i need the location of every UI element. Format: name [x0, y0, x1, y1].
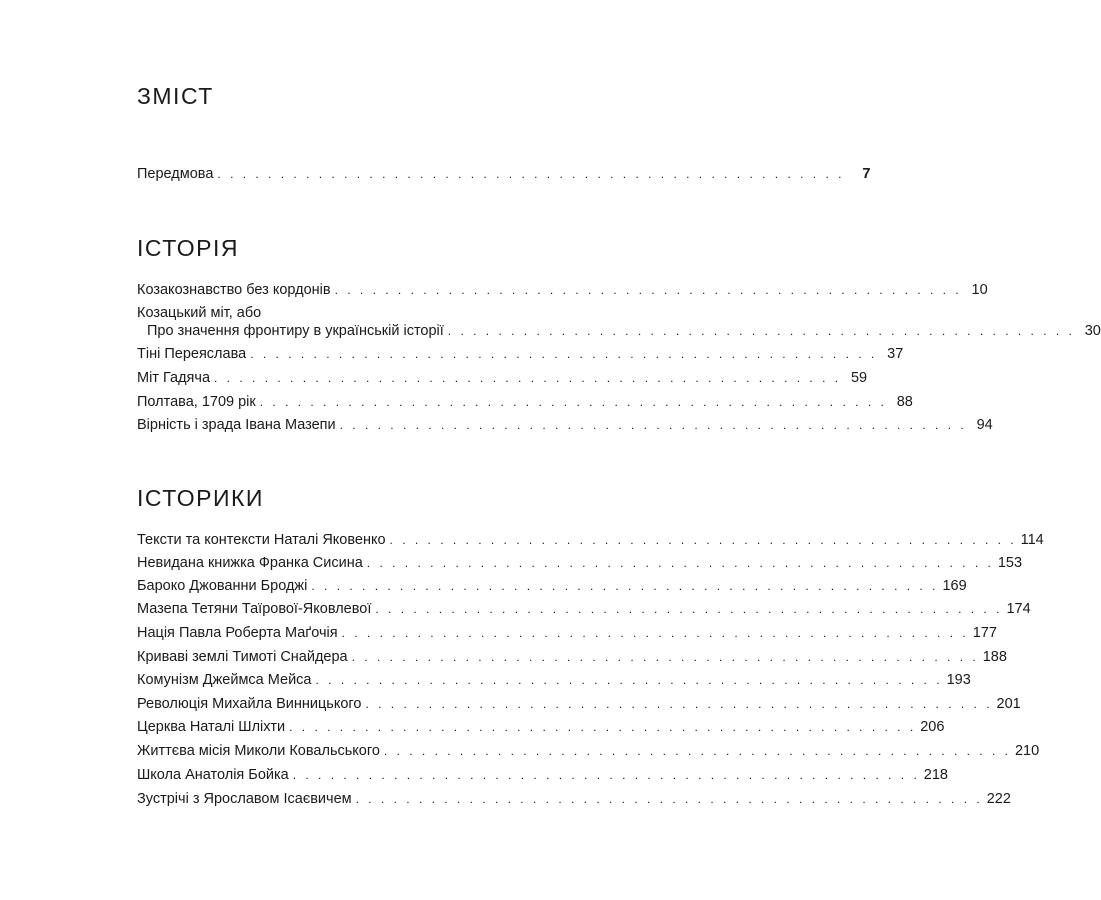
entry-title: Школа Анатолія Бойка — [137, 767, 289, 783]
entry-title: Церква Наталі Шліхти — [137, 719, 286, 735]
leader-dots: . . . . . . . . . . . . . . . . . . . . . . . . . . . . . . . . . . . . . . . . . . . . . . . . . . — [351, 650, 979, 664]
toc-entry[interactable] — [137, 343, 904, 365]
leader-dots: . . . . . . . . . . . . . . . . . . . . . . . . . . . . . . . . . . . . . . . . . . . . . . . . . . — [389, 533, 1017, 547]
toc-entry[interactable] — [137, 529, 1044, 551]
entry-title: Козакознавство без кордонів — [137, 282, 331, 298]
leader-dots: . . . . . . . . . . . . . . . . . . . . . . . . . . . . . . . . . . . . . . . . . . . . . . . . . . — [292, 768, 920, 782]
entry-page: 177 — [972, 625, 997, 641]
toc-entry[interactable] — [147, 320, 1101, 342]
leader-dots: . . . . . . . . . . . . . . . . . . . . . . . . . . . . . . . . . . . . . . . . . . . . . . . . . . — [334, 283, 962, 297]
leader-dots: . . . . . . . . . . . . . . . . . . . . . . . . . . . . . . . . . . . . . . . . . . . . . . . . . . — [311, 579, 939, 593]
entry-title: Криваві землі Тимоті Снайдера — [137, 649, 348, 665]
entry-page: 201 — [996, 696, 1021, 712]
leader-dots: . . . . . . . . . . . . . . . . . . . . . . . . . . . . . . . . . . . . . . . . . . . . . . . . . . — [214, 371, 842, 385]
entry-page: 94 — [976, 417, 993, 433]
leader-dots: . . . . . . . . . . . . . . . . . . . . . . . . . . . . . . . . . . . . . . . . . . . . . . . . . . — [366, 556, 994, 570]
entry-page: 88 — [896, 394, 913, 410]
entry-title: Невидана книжка Франка Сисина — [137, 555, 363, 571]
toc-entry[interactable] — [137, 279, 988, 301]
toc-entry[interactable] — [137, 391, 913, 413]
leader-dots: . . . . . . . . . . . . . . . . . . . . . . . . . . . . . . . . . . . . . . . . . . . . . . . . . . — [289, 720, 917, 734]
toc-entry[interactable] — [137, 764, 948, 786]
leader-dots: . . . . . . . . . . . . . . . . . . . . . . . . . . . . . . . . . . . . . . . . . . . . . . . . . . — [383, 744, 1011, 758]
section-heading-historians: ІСТОРИКИ — [137, 485, 264, 511]
entry-page: 30 — [1084, 323, 1101, 339]
toc-entry[interactable] — [137, 716, 945, 738]
entry-title: Вірність і зрада Івана Мазепи — [137, 417, 336, 433]
entry-page: 7 — [862, 166, 871, 182]
entry-title: Зустрічі з Ярославом Ісаєвичем — [137, 791, 352, 807]
entry-title: Тексти та контексти Наталі Яковенко — [137, 532, 386, 548]
entry-page: 10 — [971, 282, 988, 298]
entry-page: 169 — [942, 578, 967, 594]
toc-entry-preface[interactable] — [137, 163, 871, 185]
contents-heading: ЗМІСТ — [137, 83, 214, 109]
entry-page: 59 — [850, 370, 868, 386]
toc-entry[interactable] — [137, 598, 1031, 620]
toc-entry[interactable] — [137, 669, 971, 691]
entry-title: Міт Гадяча — [137, 370, 211, 386]
leader-dots: . . . . . . . . . . . . . . . . . . . . . . . . . . . . . . . . . . . . . . . . . . . . . . . . . . — [250, 347, 878, 361]
section-heading-history: ІСТОРІЯ — [137, 235, 239, 261]
entry-title-line1[interactable]: Козацький міт, або — [137, 305, 262, 321]
toc-entry[interactable] — [137, 552, 1023, 574]
toc-entry[interactable] — [137, 788, 1011, 810]
entry-title: Полтава, 1709 рік — [137, 394, 256, 410]
toc-entry[interactable] — [137, 740, 1040, 762]
entry-page: 114 — [1020, 532, 1044, 548]
leader-dots: . . . . . . . . . . . . . . . . . . . . . . . . . . . . . . . . . . . . . . . . . . . . . . . . . . — [375, 602, 1003, 616]
entry-title: Нація Павла Роберта Маґочія — [137, 625, 338, 641]
entry-title: Революція Михайла Винницького — [137, 696, 362, 712]
entry-page: 37 — [887, 346, 904, 362]
entry-title: Бароко Джованни Броджі — [137, 578, 308, 594]
entry-page: 193 — [946, 672, 971, 688]
entry-title: Комунізм Джеймса Мейса — [137, 672, 312, 688]
entry-title: Мазепа Тетяни Таїрової-Яковлевої — [137, 601, 372, 617]
leader-dots: . . . . . . . . . . . . . . . . . . . . . . . . . . . . . . . . . . . . . . . . . . . . . . . . . . — [447, 324, 1075, 338]
toc-entry[interactable] — [137, 693, 1021, 715]
entry-title: Життєва місія Миколи Ковальського — [137, 743, 380, 759]
leader-dots: . . . . . . . . . . . . . . . . . . . . . . . . . . . . . . . . . . . . . . . . . . . . . . . . . . — [355, 792, 983, 806]
toc-entry[interactable] — [137, 622, 997, 644]
toc-entry[interactable] — [137, 575, 967, 597]
entry-page: 210 — [1014, 743, 1040, 759]
entry-page: 206 — [920, 719, 945, 735]
entry-page: 218 — [923, 767, 948, 783]
leader-dots: . . . . . . . . . . . . . . . . . . . . . . . . . . . . . . . . . . . . . . . . . . . . . . . . . . — [259, 395, 887, 409]
toc-entry[interactable] — [137, 646, 1007, 668]
leader-dots: . . . . . . . . . . . . . . . . . . . . . . . . . . . . . . . . . . . . . . . . . . . . . . . . . . — [315, 673, 943, 687]
entry-page: 188 — [982, 649, 1007, 665]
toc-entry[interactable] — [137, 414, 993, 436]
entry-title: Тіні Переяслава — [137, 346, 247, 362]
entry-title: Передмова — [137, 166, 214, 182]
entry-page: 222 — [986, 791, 1011, 807]
leader-dots: . . . . . . . . . . . . . . . . . . . . . . . . . . . . . . . . . . . . . . . . . . . . . . . . . . — [339, 418, 967, 432]
entry-page: 174 — [1006, 601, 1031, 617]
entry-page: 153 — [997, 555, 1023, 571]
leader-dots: . . . . . . . . . . . . . . . . . . . . . . . . . . . . . . . . . . . . . . . . . . . . . . . . . . — [341, 626, 969, 640]
toc-entry[interactable] — [137, 367, 868, 389]
leader-dots: . . . . . . . . . . . . . . . . . . . . . . . . . . . . . . . . . . . . . . . . . . . . . . . . . . — [217, 167, 845, 181]
leader-dots: . . . . . . . . . . . . . . . . . . . . . . . . . . . . . . . . . . . . . . . . . . . . . . . . . . — [365, 697, 993, 711]
entry-title: Про значення фронтиру в українській історії — [147, 323, 444, 339]
